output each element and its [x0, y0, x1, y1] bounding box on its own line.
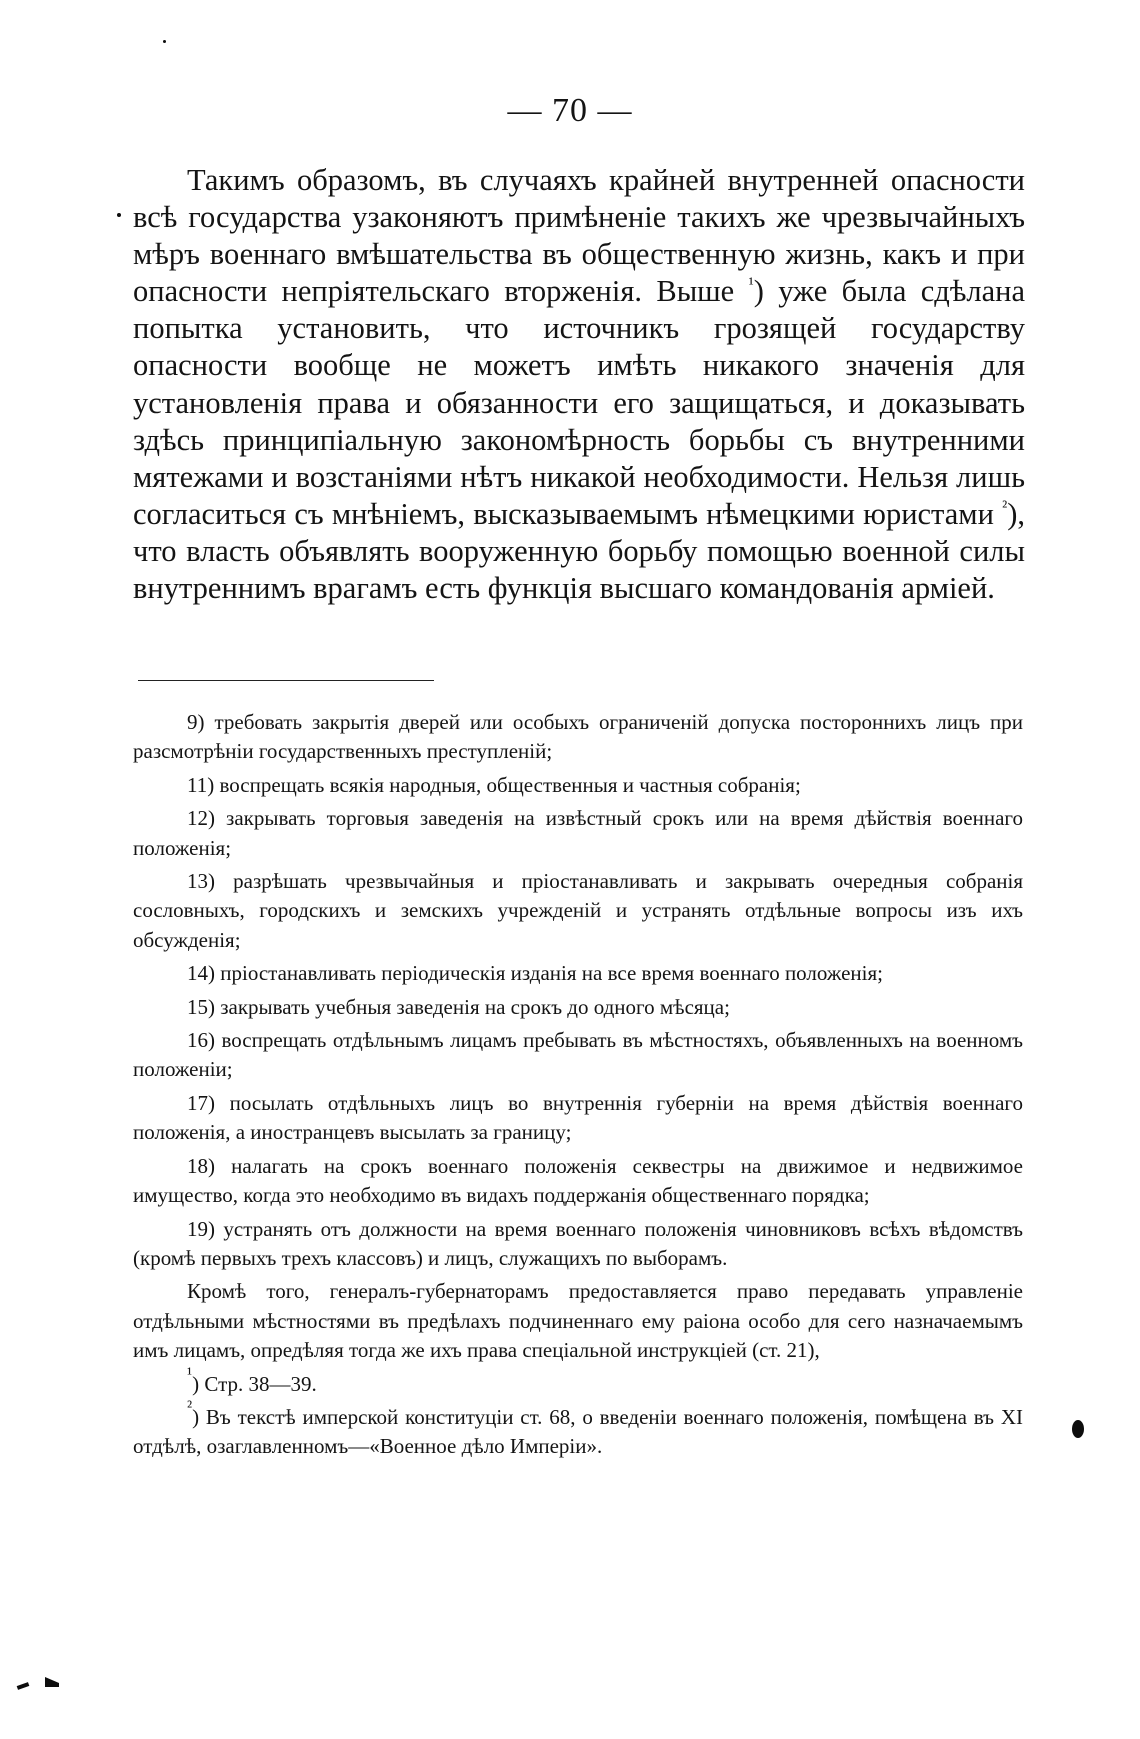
- scan-speck: [163, 40, 166, 43]
- footnote-ref-2: ²: [1002, 496, 1008, 516]
- list-item: 16) воспрещать отдѣльнымъ лицамъ пребывать въ мѣстностяхъ, объявленныхъ на военномъ положеніи;: [133, 1028, 1023, 1082]
- list-item: 13) разрѣшать чрезвычайныя и пріостанавливать и закрывать очередныя собранія сословныхъ, городскихъ и земскихъ учрежденій и устранять отдѣльные вопросы изъ ихъ обсужденія;: [133, 869, 1023, 952]
- list-item: 19) устранять отъ должности на время военнаго положенія чиновниковъ всѣхъ вѣдомствъ (кромѣ первыхъ трехъ классовъ) и лицъ, служащихъ по выборамъ.: [133, 1216, 1023, 1270]
- main-text-part-1: Такимъ образомъ, въ случаяхъ крайней внутренней опасности всѣ государства узаконяютъ примѣненіе такихъ же чрезвычайныхъ мѣръ военнаго вмѣшательства въ общественную жизнь, какъ и при опасности непріятельскаго вторженія. Выше: [133, 163, 1025, 309]
- footnote-1-text: ) Стр. 38—39.: [192, 1371, 317, 1396]
- closing-paragraph: Кромѣ того, генералъ-губернаторамъ предоставляется право передавать управленіе отдѣльными мѣстностями въ предѣлахъ подчиненнаго ему раіона особо для сего назначаемымъ имъ лицамъ, опредѣляя тогда же ихъ права спеціальной инструкціей (ст. 21),: [133, 1279, 1023, 1363]
- list-item: 18) налагать на срокъ военнаго положенія секвестры на движимое и недвижимое имущество, когда это необходимо въ видахъ поддержанія общественнаго порядка;: [133, 1153, 1023, 1208]
- footnote-block: [133, 708, 1023, 1466]
- scan-speck: [117, 213, 121, 217]
- list-item: 12) закрывать торговыя заведенія на извѣстный срокъ или на время дѣйствія военнаго положенія;: [133, 806, 1023, 860]
- main-text-part-3: ), что власть объявлять вооруженную борьбу помощью военной силы внутреннимъ врагамъ есть функція высшаго командованія арміей.: [133, 496, 1025, 606]
- footnote-separator: [138, 680, 434, 681]
- footnote-1: [133, 1363, 1023, 1399]
- main-text: [133, 162, 1025, 607]
- footnote-2-marker: ²: [187, 1396, 193, 1416]
- main-text-part-2: ) уже была сдѣлана попытка установить, что источникъ грозящей государству опасности вообще не можетъ имѣть никакого значенія для установленія права и обязанности его защищаться, и доказывать здѣсь принципіальную закономѣрность борьбы съ внутренними мятежами и возстаніями нѣтъ никакой необходимости. Нельзя лишь согласиться съ мнѣніемъ, высказываемымъ нѣмецкими юристами: [133, 274, 1025, 531]
- list-item: 9) требовать закрытія дверей или особыхъ ограниченій допуска постороннихъ лицъ при разсмотрѣніи государственныхъ преступленій;: [133, 710, 1023, 764]
- scan-blot: [1072, 1420, 1084, 1438]
- scan-mark: [45, 1677, 59, 1687]
- list-item: 11) воспрещать всякія народныя, общественныя и частныя собранія;: [187, 772, 801, 797]
- footnote-ref-1: ¹: [748, 274, 754, 294]
- main-paragraph: [133, 162, 1025, 607]
- footnote-2-text: ) Въ текстѣ имперской конституціи ст. 68, о введеніи военнаго положенія, помѣщена въ XI отдѣлѣ, озаглавленномъ—«Военное дѣло Имперіи».: [133, 1404, 1023, 1459]
- footnote-2: [133, 1396, 1023, 1462]
- scan-mark: [17, 1682, 30, 1690]
- list-item: 15) закрывать учебныя заведенія на срокъ до одного мѣсяца;: [187, 994, 730, 1019]
- footnote-1-marker: ¹: [187, 1363, 193, 1383]
- list-item: 17) посылать отдѣльныхъ лицъ во внутреннія губерніи на время дѣйствія военнаго положенія, а иностранцевъ высылать за границу;: [133, 1090, 1023, 1145]
- page-number: — 70 —: [507, 92, 633, 129]
- list-item: 14) пріостанавливать періодическія изданія на все время военнаго положенія;: [187, 961, 883, 986]
